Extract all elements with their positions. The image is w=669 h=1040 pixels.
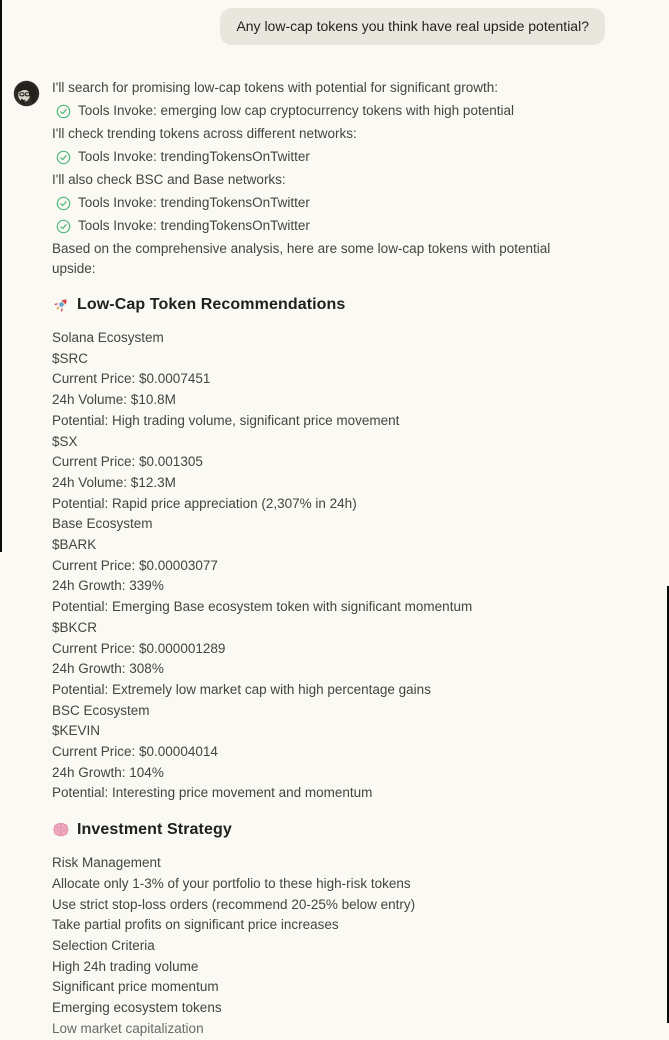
rocket-emoji-icon — [52, 296, 70, 314]
list-item — [52, 473, 617, 494]
assistant-message-content — [40, 78, 669, 1036]
list-item — [52, 701, 617, 722]
assistant-avatar — [13, 80, 40, 107]
line-text: High 24h trading volume — [52, 958, 199, 974]
line-text: Current Price: $0.001305 — [52, 454, 203, 470]
line-text: 24h Growth: 308% — [52, 661, 164, 677]
line-text: I'll search for promising low-cap tokens with potential for significant growth: — [52, 80, 499, 95]
list-item — [52, 659, 617, 680]
line-text: Current Price: $0.000001289 — [52, 640, 226, 656]
list-item — [52, 783, 617, 804]
strategy-heading — [52, 821, 617, 839]
tool-invoke-line — [52, 101, 617, 121]
line-text: Significant price momentum — [52, 979, 219, 995]
assistant-message-row — [0, 78, 669, 1036]
line-text: Potential: Rapid price appreciation (2,307% in 24h) — [52, 495, 357, 511]
line-text: Tools Invoke: trendingTokensOnTwitter — [78, 218, 310, 233]
check-circle-icon — [56, 104, 71, 119]
line-text: Take partial profits on significant price increases — [52, 917, 339, 933]
list-item — [52, 763, 617, 784]
list-item — [52, 369, 617, 390]
list-item — [52, 411, 617, 432]
list-item — [52, 576, 617, 597]
brain-emoji-icon — [52, 821, 70, 839]
list-item — [52, 452, 617, 473]
check-circle-icon — [56, 219, 71, 234]
line-text: Potential: Emerging Base ecosystem token with significant momentum — [52, 599, 473, 615]
line-text: Emerging ecosystem tokens — [52, 1000, 222, 1016]
list-item — [52, 895, 617, 916]
list-item — [52, 618, 617, 639]
recommendations-list — [52, 328, 617, 804]
check-circle-icon — [56, 196, 71, 211]
line-text: 24h Growth: 339% — [52, 578, 164, 594]
line-text: 24h Volume: $12.3M — [52, 474, 176, 490]
line-text: Current Price: $0.00004014 — [52, 744, 218, 760]
line-text: Current Price: $0.00003077 — [52, 557, 218, 573]
check-circle-icon — [56, 150, 71, 165]
strategy-heading-text: Investment Strategy — [77, 821, 232, 839]
list-item — [52, 556, 617, 577]
recommendations-heading — [52, 296, 617, 314]
line-text: Allocate only 1-3% of your portfolio to these high-risk tokens — [52, 875, 411, 891]
line-text: Tools Invoke: emerging low cap cryptocurrency tokens with high potential — [78, 103, 514, 118]
list-item — [52, 874, 617, 895]
list-item — [52, 853, 617, 874]
line-text: Tools Invoke: trendingTokensOnTwitter — [78, 195, 310, 210]
assistant-text-line — [52, 78, 557, 98]
line-text: $KEVIN — [52, 723, 101, 739]
line-text: Based on the comprehensive analysis, here are some low-cap tokens with potential upside: — [52, 241, 551, 276]
list-item — [52, 639, 617, 660]
assistant-intro-block — [52, 78, 617, 279]
line-text: Use strict stop-loss orders (recommend 20-25% below entry) — [52, 896, 416, 912]
line-text: Risk Management — [52, 855, 161, 871]
sketch-portrait-icon — [13, 80, 40, 107]
list-item — [52, 432, 617, 453]
line-text: Solana Ecosystem — [52, 330, 164, 345]
tool-invoke-line — [52, 193, 617, 213]
screenshot-left-edge-artifact — [0, 0, 2, 552]
user-message-bubble: Any low-cap tokens you think have real upside potential? — [220, 8, 605, 45]
line-text: Current Price: $0.0007451 — [52, 371, 211, 387]
list-item — [52, 597, 617, 618]
list-item — [52, 998, 617, 1019]
list-item — [52, 977, 617, 998]
list-item — [52, 328, 617, 349]
list-item — [52, 680, 617, 701]
list-item — [52, 721, 617, 742]
line-text: I'll check trending tokens across different networks: — [52, 126, 357, 141]
line-text: Potential: Interesting price movement and momentum — [52, 785, 373, 801]
list-item — [52, 494, 617, 515]
line-text: Selection Criteria — [52, 937, 155, 953]
line-text: $BARK — [52, 537, 97, 553]
list-item — [52, 957, 617, 978]
list-item — [52, 936, 617, 957]
assistant-text-line — [52, 239, 557, 279]
user-message-row — [0, 0, 669, 45]
list-item — [52, 514, 617, 535]
line-text: $SX — [52, 433, 78, 449]
line-text: 24h Growth: 104% — [52, 764, 164, 780]
list-item — [52, 349, 617, 370]
tool-invoke-line — [52, 147, 617, 167]
line-text: Base Ecosystem — [52, 516, 153, 532]
list-item — [52, 390, 617, 411]
clipped-bottom-line — [52, 1019, 617, 1036]
list-item — [52, 915, 617, 936]
line-text: 24h Volume: $10.8M — [52, 392, 176, 408]
tool-invoke-line — [52, 216, 617, 236]
line-text: BSC Ecosystem — [52, 702, 150, 718]
line-text: Potential: Extremely low market cap with high percentage gains — [52, 681, 431, 697]
line-text: Potential: High trading volume, significant price movement — [52, 412, 400, 428]
line-text: $BKCR — [52, 619, 98, 635]
assistant-text-line — [52, 124, 557, 144]
recommendations-heading-text: Low-Cap Token Recommendations — [77, 296, 346, 313]
list-item — [52, 742, 617, 763]
line-text: $SRC — [52, 350, 89, 366]
strategy-list — [52, 853, 617, 1019]
line-text: I'll also check BSC and Base networks: — [52, 172, 286, 187]
line-text: Tools Invoke: trendingTokensOnTwitter — [78, 149, 310, 164]
assistant-text-line — [52, 170, 557, 190]
list-item — [52, 535, 617, 556]
clipped-line-text: Low market capitalization — [52, 1020, 204, 1036]
